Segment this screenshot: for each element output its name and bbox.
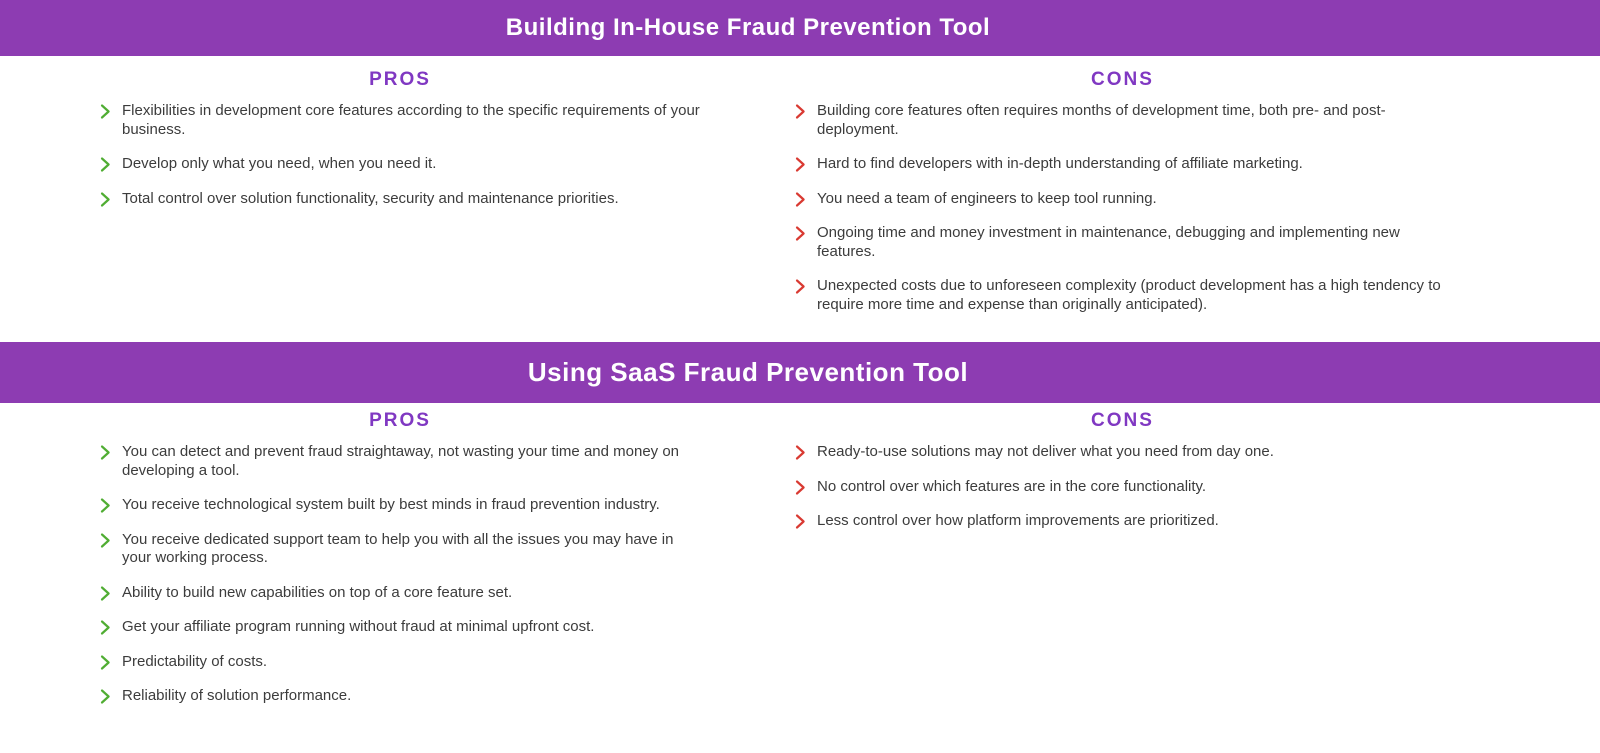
con-chevron-right-icon xyxy=(795,278,806,295)
list-item-text: You need a team of engineers to keep tool running. xyxy=(817,189,1157,207)
pro-chevron-right-icon xyxy=(100,688,111,705)
list-item-text: Total control over solution functionality, security and maintenance priorities. xyxy=(122,189,619,207)
list-item-text: You receive dedicated support team to help you with all the issues you may have in your working process. xyxy=(122,530,674,566)
section-saas-columns xyxy=(0,403,1600,722)
list-item-text: Develop only what you need, when you need it. xyxy=(122,155,437,172)
list-item-text: Building core features often requires months of development time, both pre- and post-deployment. xyxy=(817,102,1386,138)
saas-cons-column xyxy=(795,410,1450,547)
section-inhouse-banner xyxy=(0,0,1600,56)
pro-chevron-right-icon xyxy=(100,532,111,549)
section-inhouse-columns xyxy=(0,56,1600,342)
list-item xyxy=(100,584,700,603)
section-title: Using SaaS Fraud Prevention Tool xyxy=(527,357,969,387)
list-item-text: Flexibilities in development core features according to the specific requirements of your business. xyxy=(122,102,700,138)
cons-list xyxy=(795,443,1450,531)
section-saas-banner xyxy=(0,342,1600,403)
list-item xyxy=(795,155,1450,174)
list-item-text: Get your affiliate program running without fraud at minimal upfront cost. xyxy=(122,618,595,635)
pro-chevron-right-icon xyxy=(100,156,111,173)
pros-list xyxy=(100,102,700,208)
con-chevron-right-icon xyxy=(795,479,806,496)
pro-chevron-right-icon xyxy=(100,654,111,671)
list-item xyxy=(795,190,1450,209)
list-item-text: Ready-to-use solutions may not deliver what you need from day one. xyxy=(817,443,1274,460)
list-item-text: Unexpected costs due to unforeseen complexity (product development has a high tendency to require more time and expense than originally anticipated). xyxy=(817,277,1441,313)
list-item xyxy=(100,496,700,515)
banner-inner xyxy=(0,0,1496,56)
list-item-text: Predictability of costs. xyxy=(122,652,268,670)
pros-heading: PROS xyxy=(369,410,431,431)
cons-list xyxy=(795,102,1450,314)
list-item-text: Reliability of solution performance. xyxy=(122,687,352,704)
list-item-text: Ongoing time and money investment in maintenance, debugging and implementing new features. xyxy=(817,224,1400,260)
list-item xyxy=(795,478,1450,497)
list-item xyxy=(795,224,1450,261)
con-chevron-right-icon xyxy=(795,103,806,120)
saas-pros-column xyxy=(100,410,700,722)
pro-chevron-right-icon xyxy=(100,444,111,461)
inhouse-cons-column xyxy=(795,69,1450,330)
list-item xyxy=(100,443,700,480)
con-chevron-right-icon xyxy=(795,513,806,530)
list-item xyxy=(795,277,1450,314)
cons-heading: CONS xyxy=(1091,410,1154,431)
con-chevron-right-icon xyxy=(795,444,806,461)
pro-chevron-right-icon xyxy=(100,103,111,120)
pro-chevron-right-icon xyxy=(100,191,111,208)
list-item xyxy=(100,653,700,672)
section-inhouse xyxy=(0,0,1600,342)
section-saas xyxy=(0,342,1600,722)
list-item xyxy=(795,102,1450,139)
list-item-text: Ability to build new capabilities on top of a core feature set. xyxy=(122,583,513,601)
list-item-text: No control over which features are in the core functionality. xyxy=(817,477,1207,495)
list-item xyxy=(100,687,700,706)
con-chevron-right-icon xyxy=(795,191,806,208)
list-item xyxy=(100,190,700,209)
pros-list xyxy=(100,443,700,706)
list-item xyxy=(100,102,700,139)
banner-inner xyxy=(0,342,1496,403)
list-item-text: Less control over how platform improvements are prioritized. xyxy=(817,512,1219,529)
pro-chevron-right-icon xyxy=(100,585,111,602)
list-item xyxy=(100,155,700,174)
list-item xyxy=(795,443,1450,462)
pro-chevron-right-icon xyxy=(100,497,111,514)
list-item-text: You receive technological system built by best minds in fraud prevention industry. xyxy=(122,496,660,513)
con-chevron-right-icon xyxy=(795,225,806,242)
con-chevron-right-icon xyxy=(795,156,806,173)
pro-chevron-right-icon xyxy=(100,619,111,636)
section-title: Building In-House Fraud Prevention Tool xyxy=(505,14,991,41)
inhouse-pros-column xyxy=(100,69,700,224)
list-item xyxy=(100,618,700,637)
list-item-text: You can detect and prevent fraud straightaway, not wasting your time and money on developing a tool. xyxy=(122,443,680,479)
list-item-text: Hard to find developers with in-depth understanding of affiliate marketing. xyxy=(817,155,1303,172)
list-item xyxy=(100,531,700,568)
list-item xyxy=(795,512,1450,531)
pros-heading: PROS xyxy=(369,69,431,90)
cons-heading: CONS xyxy=(1091,69,1154,90)
